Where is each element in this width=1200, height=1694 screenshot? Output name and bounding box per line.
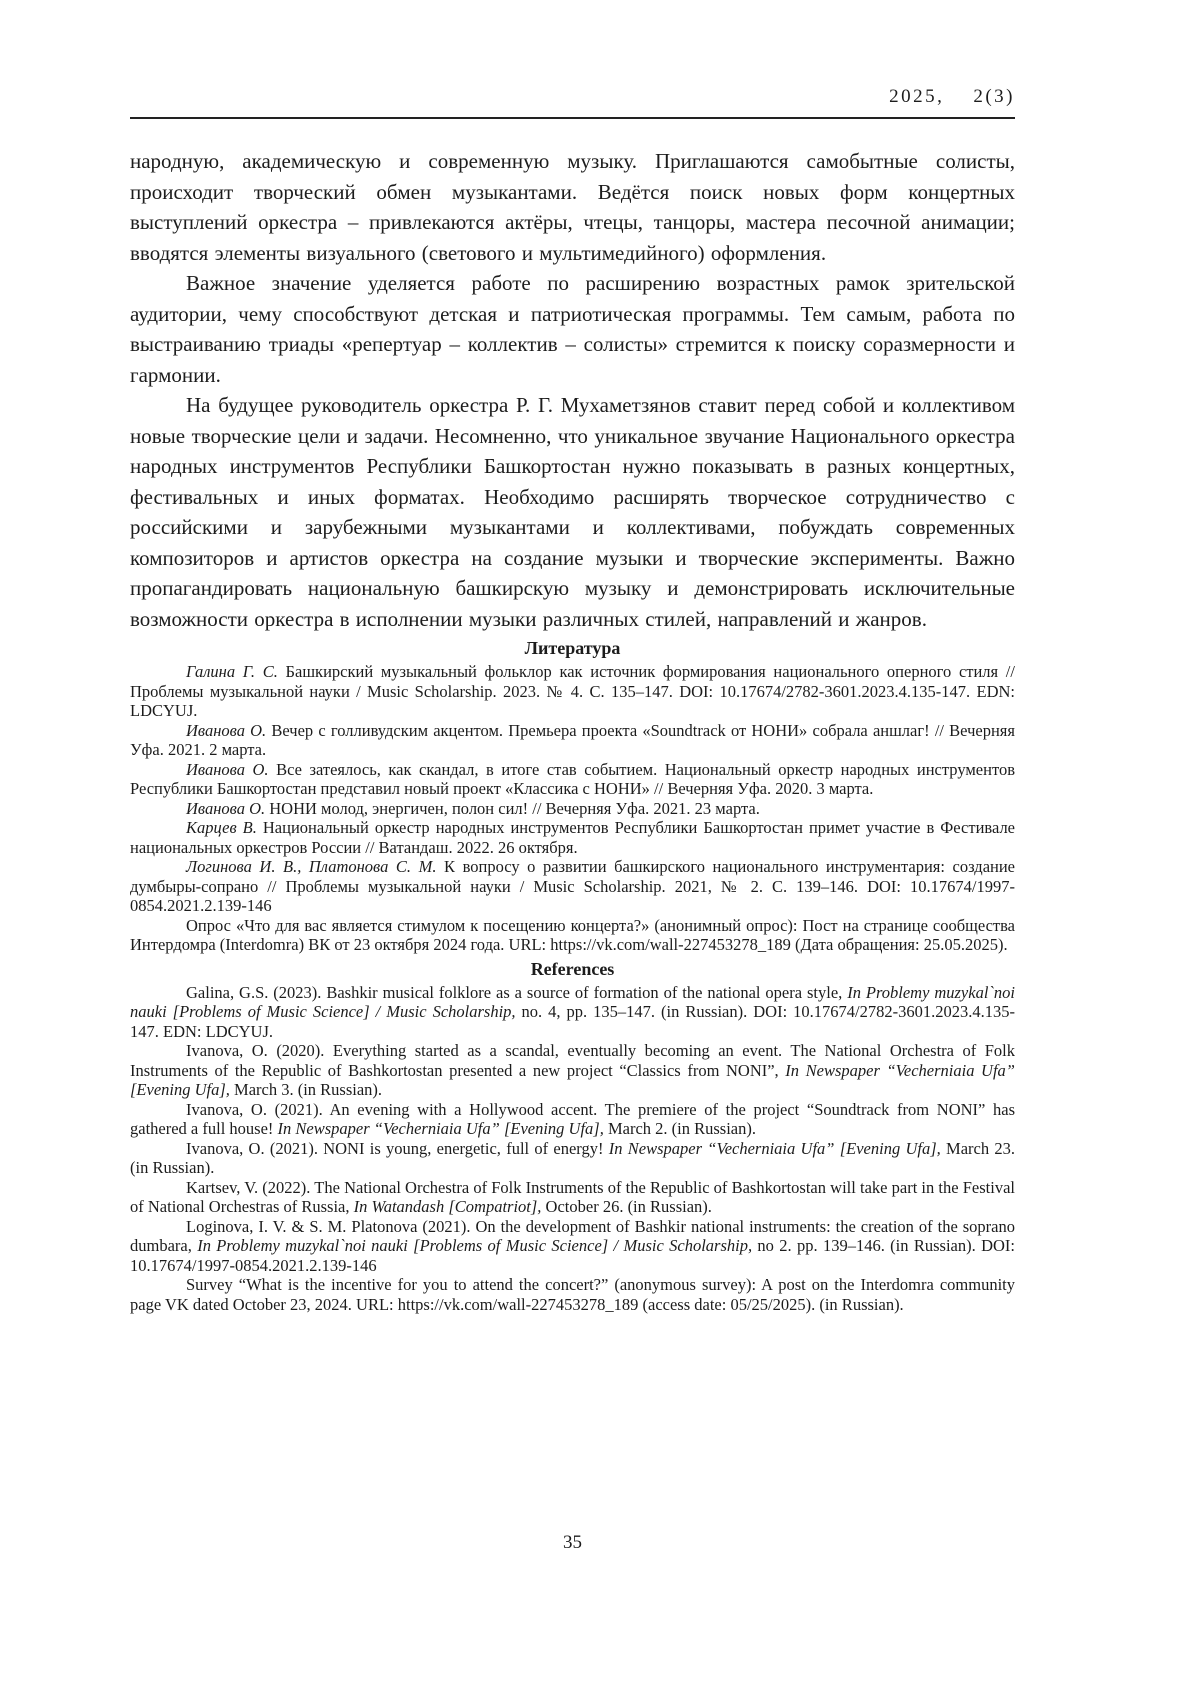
references-heading: References [530, 958, 615, 979]
page-number: 35 [563, 1532, 582, 1553]
reference-item-en-5: Kartsev, V. (2022). The National Orchestra of Folk Instruments of the Republic of Bashkortostan will take part in the Festival of National Orchestras of Russia, In Watandash [Compatriot], October 26. (in Russian). [130, 1177, 1015, 1216]
reference-item-ru-2: Иванова О. Вечер с голливудским акцентом. Премьера проекта «Soundtrack от НОНИ» собрала аншлаг! // Вечерняя Уфа. 2021. 2 марта. [130, 720, 1015, 759]
page-header [130, 86, 1015, 119]
reference-item-en-1: Galina, G.S. (2023). Bashkir musical folklore as a source of formation of the national opera style, In Problemy muzykal`noi nauki [Problems of Music Science] / Music Scholarship, no. 4, pp. 135–147. (in Russian). DOI: 10.17674/2782-3601.2023.4.135-147. EDN: LDCYUJ. [130, 982, 1015, 1041]
page-body [130, 146, 1015, 1314]
body-paragraph-1: народную, академическую и современную музыку. Приглашаются самобытные солисты, происходит творческий обмен музыкантами. Ведётся поиск новых форм концертных выступлений оркестра – привлекаются актёры, чтецы, танцоры, мастера песочной анимации; вводятся элементы визуального (светового и мультимедийного) оформления. [130, 149, 1015, 265]
reference-item-en-6: Loginova, I. V. & S. M. Platonova (2021). On the development of Bashkir national instruments: the creation of the soprano dumbara, In Problemy muzykal`noi nauki [Problems of Music Science] / Music Scholarship, no 2. pp. 139–146. (in Russian). DOI: 10.17674/1997-0854.2021.2.139-146 [130, 1216, 1015, 1275]
reference-item-en-3: Ivanova, O. (2021). An evening with a Hollywood accent. The premiere of the project “Soundtrack from NONI” has gathered a full house! In Newspaper “Vecherniaia Ufa” [Evening Ufa], March 2. (in Russian). [130, 1099, 1015, 1138]
body-paragraph-2: Важное значение уделяется работе по расширению возрастных рамок зрительской аудитории, чему способствуют детская и патриотическая программы. Тем самым, работа по выстраиванию триады «репертуар – коллектив – солисты» стремится к поиску соразмерности и гармонии. [130, 271, 1015, 387]
reference-item-ru-4: Иванова О. НОНИ молод, энергичен, полон сил! // Вечерняя Уфа. 2021. 23 марта. [186, 798, 760, 818]
issue-info: 2025, 2(3) [889, 86, 1015, 107]
reference-item-ru-5: Карцев В. Национальный оркестр народных инструментов Республики Башкортостан примет участие в Фестивале национальных оркестров России // Ватандаш. 2022. 26 октября. [130, 818, 1016, 857]
literatura-heading: Литература [524, 638, 621, 658]
reference-item-en-7: Survey “What is the incentive for you to attend the concert?” (anonymous survey): A post on the Interdomra community page VK dated October 23, 2024. URL: https://vk.com/wall-227453278_189 (access date: 05/25/2025). (in Russian). [130, 1275, 1015, 1314]
reference-item-ru-6: Логинова И. В., Платонова С. М. К вопросу о развитии башкирского национального инструментария: создание думбыры-сопрано // Проблемы музыкальной науки / Music Scholarship. 2021, № 2. С. 139–146. DOI: 10.17674/1997-0854.2021.2.139-146 [130, 857, 1016, 915]
reference-item-ru-3: Иванова О. Все затеялось, как скандал, в итоге став событием. Национальный оркестр народных инструментов Республики Башкортостан представил новый проект «Классика с НОНИ» // Вечерняя Уфа. 2020. 3 марта. [130, 759, 1015, 798]
body-paragraph-3: На будущее руководитель оркестра Р. Г. Мухаметзянов ставит перед собой и коллективом новые творческие цели и задачи. Несомненно, что уникальное звучание Национального оркестра народных инструментов Республики Башкортостан нужно показывать в разных концертных, фестивальных и иных форматах. Необходимо расширять творческое сотрудничество с российскими и зарубежными музыкантами и коллективами, побуждать современных композиторов и артистов оркестра на создание музыки и творческие эксперименты. Важно пропагандировать национальную башкирскую музыку и демонстрировать исключительные возможности оркестра в исполнении музыки различных стилей, направлений и жанров. [130, 393, 1015, 631]
reference-item-en-2: Ivanova, O. (2020). Everything started as a scandal, eventually becoming an event. The National Orchestra of Folk Instruments of the Republic of Bashkortostan presented a new project “Classics from NONI”, In Newspaper “Vecherniaia Ufa” [Evening Ufa], March 3. (in Russian). [130, 1041, 1015, 1099]
reference-item-ru-1: Галина Г. С. Башкирский музыкальный фольклор как источник формирования национального оперного стиля // Проблемы музыкальной науки / Music Scholarship. 2023. № 4. С. 135–147. DOI: 10.17674/2782-3601.2023.4.135-147. EDN: LDCYUJ. [130, 662, 1015, 720]
header-rule [130, 117, 1015, 119]
reference-item-en-4: Ivanova, O. (2021). NONI is young, energetic, full of energy! In Newspaper “Vecherniaia Ufa” [Evening Ufa], March 23. (in Russian). [130, 1138, 1016, 1177]
reference-item-ru-7: Опрос «Что для вас является стимулом к посещению концерта?» (анонимный опрос): Пост на странице сообщества Интердомра (Interdomra) ВК от 23 октября 2024 года. URL: https://vk.com/wall-227453278_189 (Дата обращения: 25.05.2025). [130, 915, 1015, 954]
